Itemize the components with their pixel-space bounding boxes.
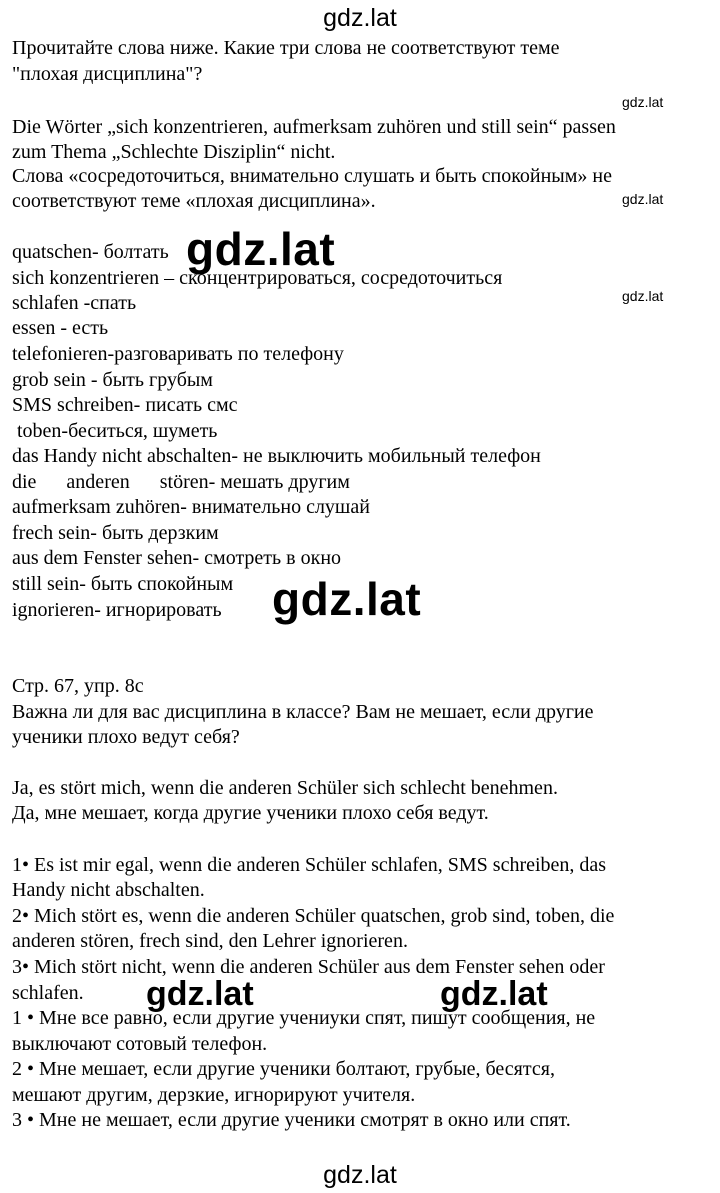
vocab-line: telefonieren-разговаривать по телефону [12,343,344,365]
watermark-bottom: gdz.lat [323,1161,397,1189]
text-line: 3• Mich stört nicht, wenn die anderen Schüler aus dem Fenster sehen oder [12,956,605,978]
watermark-big: gdz.lat [186,223,336,275]
watermark-small: gdz.lat [622,288,664,304]
text-line: Прочитайте слова ниже. Какие три слова не соответствуют теме [12,37,560,59]
text-line: 1 • Мне все равно, если другие учениуки спят, пишут сообщения, не [12,1007,596,1029]
text-line: Handy nicht abschalten. [12,879,205,901]
vocab-line: frech sein- быть дерзким [12,522,219,544]
vocab-line: ignorieren- игнорировать [12,599,222,621]
watermark-small: gdz.lat [622,191,664,207]
text-line: Да, мне мешает, когда другие ученики плохо себя ведут. [12,802,489,824]
vocab-line: das Handy nicht abschalten- не выключить мобильный телефон [12,445,541,467]
vocab-line: still sein- быть спокойным [12,573,234,595]
text-line: zum Thema „Schlechte Disziplin“ nicht. [12,141,336,163]
vocab-line: grob sein - быть грубым [12,369,213,391]
text-line: ученики плохо ведут себя? [12,726,240,748]
exercise-heading: Стр. 67, упр. 8с [12,675,144,697]
vocab-line: aus dem Fenster sehen- смотреть в окно [12,547,342,569]
text-line: Важна ли для вас дисциплина в классе? Вам не мешает, если другие [12,701,594,723]
vocab-line: sich konzentrieren – сконцентрироваться, сосредоточиться [12,267,503,289]
vocab-line: schlafen -спать [12,292,137,314]
vocab-line: quatschen- болтать [12,241,169,263]
watermark-big: gdz.lat [272,573,422,625]
text-line: 3 • Мне не мешает, если другие ученики смотрят в окно или спят. [12,1109,571,1131]
watermark-small: gdz.lat [622,94,664,110]
text-line: schlafen. [12,982,84,1004]
watermark-top: gdz.lat [323,4,397,32]
vocab-line: toben-беситься, шуметь [12,420,218,442]
text-line: anderen stören, frech sind, den Lehrer ignorieren. [12,930,408,952]
text-line: Ja, es stört mich, wenn die anderen Schüler sich schlecht benehmen. [12,777,558,799]
text-line: 2• Mich stört es, wenn die anderen Schüler quatschen, grob sind, toben, die [12,905,615,927]
watermark-mid: gdz.lat [440,975,548,1013]
text-line: 1• Es ist mir egal, wenn die anderen Schüler schlafen, SMS schreiben, das [12,854,607,876]
text-line: Слова «сосредоточиться, внимательно слушать и быть спокойным» не [12,165,612,187]
vocab-line: aufmerksam zuhören- внимательно слушай [12,496,370,518]
vocab-line: die anderen stören- мешать другим [12,471,350,493]
text-line: Die Wörter „sich konzentrieren, aufmerksam zuhören und still sein“ passen [12,116,616,138]
vocab-line: essen - есть [12,317,109,339]
text-line: мешают другим, дерзкие, игнорируют учителя. [12,1084,416,1106]
watermark-mid: gdz.lat [146,975,254,1013]
text-line: 2 • Мне мешает, если другие ученики болтают, грубые, бесятся, [12,1058,555,1080]
text-line: соответствуют теме «плохая дисциплина». [12,190,376,212]
text-line: выключают сотовый телефон. [12,1033,268,1055]
text-line: "плохая дисциплина"? [12,63,203,85]
vocab-line: SMS schreiben- писать смс [12,394,238,416]
